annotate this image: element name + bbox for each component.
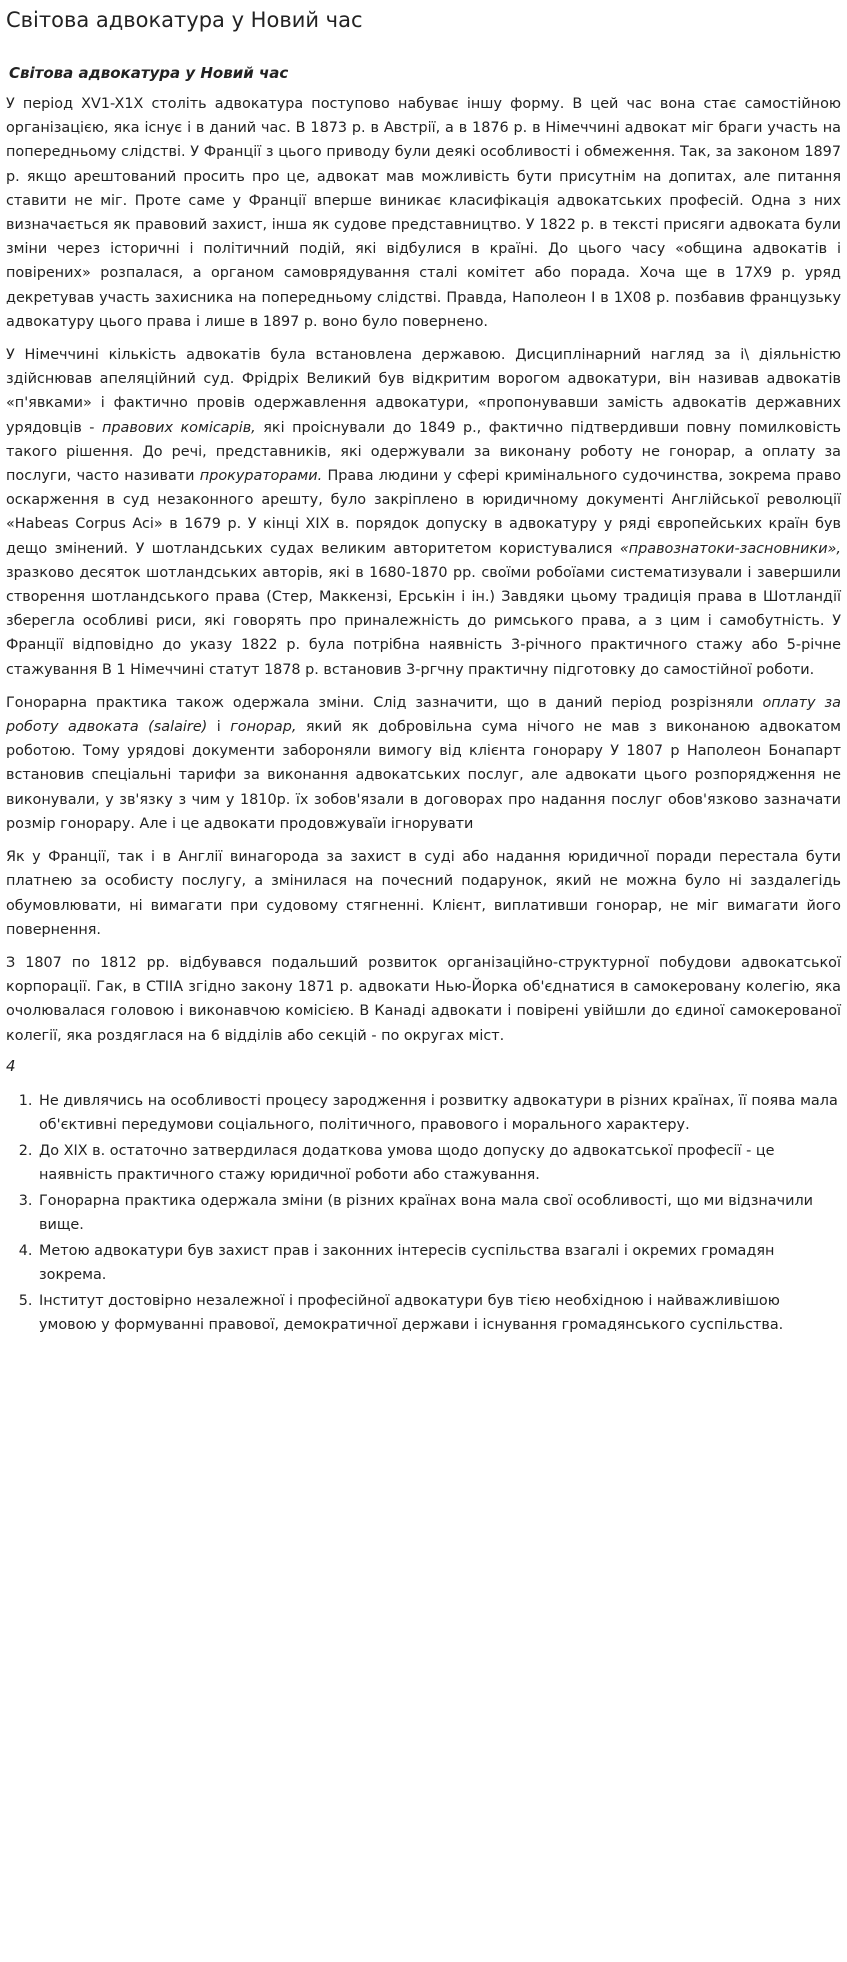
italic-term: «правознатоки-засновники», xyxy=(619,540,841,557)
body-paragraph xyxy=(6,951,841,1048)
paragraph-text: У Німеччині кількість адвокатів була встановлена державою. Дисциплінарний нагляд за і\ діяльністю здійснював апеляційний суд. Фрідріх Великий був відкритим ворогом адвокатури, він називав адвокатів «п'явками» і фактично провів одержавлення адвокатури, «пропонувавши замість адвокатів державних урядовців - xyxy=(6,347,841,436)
conclusion-item: 2. До XIX в. остаточно затвердилася додаткова умова щодо допуску до адвокатської професії - це наявність практичного стажу юридичної роботи або стажування. xyxy=(37,1139,841,1187)
paragraph-text: і xyxy=(207,719,231,736)
body-paragraph xyxy=(6,343,841,682)
conclusion-item: 3. Гонорарна практика одержала зміни (в різних країнах вона мала свої особливості, що ми відзначили вище. xyxy=(37,1189,841,1237)
paragraph-text: У період XV1-X1X століть адвокатура поступово набуває іншу форму. В цей час вона стає самостійною організацією, яка існує і в даний час. В 1873 р. в Австрії, а в 1876 р. в Німеччині адвокат міг браги участь на попередньому слідстві. У Франції з цього приводу були деякі особливості і обмеження. Так, за законом 1897 р. якщо арештований просить про це, адвокат мав можливість бути присутнім на допитах, але питання ставити не міг. Проте саме у Франції вперше виникає класифікація адвокатських професій. Одна з них визначається як правовий захист, інша як судове представництво. У 1822 р. в тексті присяги адвоката були зміни через історичні і політичний подій, які відбулися в країні. До цього часу «община адвокатів і повірених» розпалася, а органом самоврядування сталі комітет або порада. Хоча ще в 17Х9 р. уряд декретував участь захисника на попередньому слідстві. Правда, Наполеон І в 1Х08 р. позбавив французьку адвокатуру цього права і лише в 1897 р. воно було повернено. xyxy=(6,96,841,330)
body-paragraph xyxy=(6,92,841,334)
article-body xyxy=(6,92,841,1048)
paragraph-text: Як у Франції, так і в Англії винагорода за захист в суді або надання юридичної поради перестала бути платнею за особисту послугу, а змінилася на почесний подарунок, який не можна було ні заздалегідь обумовлювати, ні вимагати при судовому стягненні. Клієнт, виплативши гонорар, не міг вимагати його повернення. xyxy=(6,849,841,938)
paragraph-text: Гонорарна практика також одержала зміни. Слід зазначити, що в даний період розрізняли xyxy=(6,694,763,711)
body-paragraph xyxy=(6,691,841,836)
paragraph-text: зразково десяток шотландських авторів, які в 1680-1870 рр. своїми робоїами систематизували і завершили створення шотландського права (Стер, Маккензі, Ерськін і ін.) Завдяки цьому традиція права в Шотландії зберегла особливі риси, які говорять про приналежність до римського права, а з цим і самобутність. У Франції відповідно до указу 1822 р. була потрібна наявність 3-річного практичного стажу або 5-річне стажування В 1 Німеччині статут 1878 р. встановив 3-ргчну практичну підготовку до самостійної роботи. xyxy=(6,564,841,678)
italic-term: прокураторами. xyxy=(199,468,323,485)
page-title: Світова адвокатура у Новий час xyxy=(6,8,363,32)
paragraph-text: Права людини у сфері кримінального судочинства, зокрема право оскарження в суд незаконного арешту, було закріплено в юридичному документі Англійської революції «Habeas Corpus Aci» в 1679 р. У кінці XIX в. порядок допуску в адвокатуру у ряді європейських країн був дещо змінений. У шотландських судах великим авторитетом користувалися xyxy=(6,468,841,557)
page-number: 4 xyxy=(6,1056,16,1075)
italic-term: оплату за роботу адвоката (salaire) xyxy=(6,694,841,736)
conclusions-list xyxy=(6,1089,841,1337)
paragraph-text: З 1807 по 1812 рр. відбувався подальший розвиток організаційно-структурної побудови адвокатської корпорації. Гак, в СТІІА згідно закону 1871 р. адвокати Нью-Йорка об'єднатися в самокеровану колегію, яка очолювалася головою і виконавчою комісією. В Канаді адвокати і повірені увійшли до єдиної самокерованої колегії, яка роздяглася на 6 відділів або секцій - по округах міст. xyxy=(6,954,841,1044)
conclusion-item: 5. Інститут достовірно незалежної і професійної адвокатури був тією необхідною і найважливішою умовою у формуванні правової, демократичної держави і існування громадянського суспільства. xyxy=(37,1289,841,1337)
conclusion-item: 4. Метою адвокатури був захист прав і законних інтересів суспільства взагалі і окремих громадян зокрема. xyxy=(37,1239,841,1287)
body-paragraph xyxy=(6,845,841,942)
paragraph-text: які проіснували до 1849 р., фактично підтвердивши повну помилковість такого рішення. До речі, представників, які одержували за виконану роботу не гонорар, а оплату за послуги, часто називати xyxy=(6,419,841,485)
conclusion-item: 1. Не дивлячись на особливості процесу зародження і розвитку адвокатури в різних країнах, її поява мала об'єктивні передумови соціального, політичного, правового і морального характеру. xyxy=(37,1089,841,1137)
italic-term: правових комісарів, xyxy=(102,419,256,436)
paragraph-text: який як добровільна сума нічого не мав з виконаною адвокатом роботою. Тому урядові документи забороняли вимогу від клієнта гонорару У 1807 р Наполеон Бонапарт встановив спеціальні тарифи за виконання адвокатських послуг, але адвокати цього розпорядження не виконували, у зв'язку з чим у 1810р. їх зобов'язали в договорах про надання послуг обов'язково зазначати розмір гонорару. Але і це адвокати продовжуваїи ігнорувати xyxy=(6,719,841,832)
italic-term: гонорар, xyxy=(230,719,297,736)
document-heading: Світова адвокатура у Новий час xyxy=(9,64,289,82)
